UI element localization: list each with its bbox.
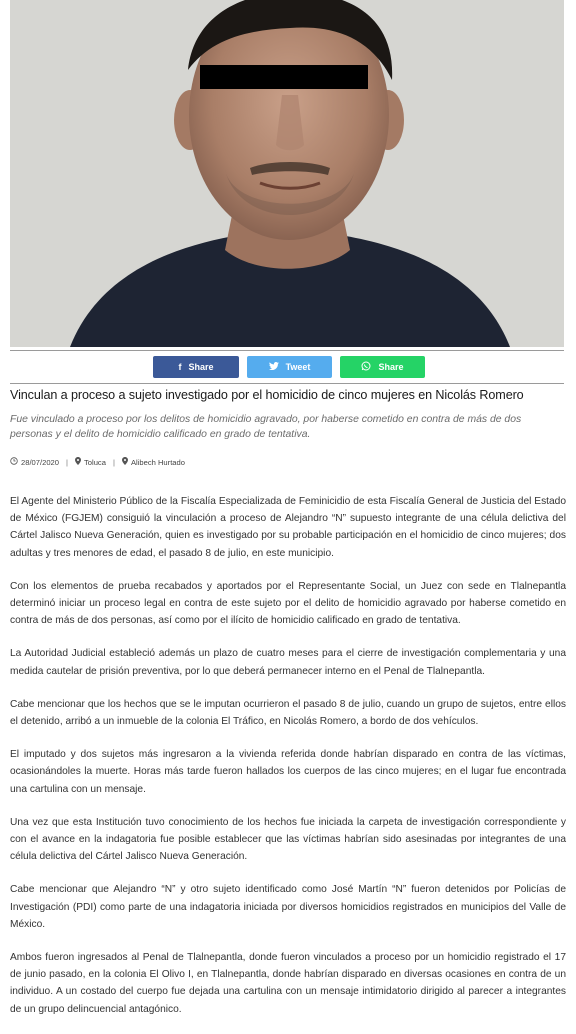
whatsapp-share-button[interactable] <box>340 356 425 378</box>
meta-date-text: 28/07/2020 <box>21 457 60 467</box>
article-paragraph: El Agente del Ministerio Público de la Fiscalía Especializada de Feminicidio de esta Fiscalía General de Justicia del Estado de México (FGJEM) consiguió la vinculación a proceso de Alejandro “N” supuesto integrante de una célula delictiva del Cártel Jalisco Nueva Generación, quien es investigado por su probable participación en el homicidio de cinco mujeres; dos adultas y tres menores de edad, el pasado 8 de julio, en este municipio. <box>10 496 566 559</box>
meta-author <box>122 457 185 467</box>
twitter-tweet-label: Tweet <box>285 362 311 372</box>
whatsapp-icon <box>361 361 371 373</box>
map-pin-icon <box>75 457 81 467</box>
censor-bar <box>200 65 368 89</box>
photo-illustration <box>10 0 564 347</box>
meta-separator: | <box>112 457 115 467</box>
article-paragraph: Una vez que esta Institución tuvo conocimiento de los hechos fue iniciada la carpeta de investigación correspondiente y con el avance en la indagatoria fue posible establecer que las víctimas habrían sido asesinadas por integrantes de una célula delictiva del Cártel Jalisco Nueva Generación. <box>10 816 566 863</box>
article-body <box>10 493 566 1034</box>
divider-bottom <box>10 383 564 384</box>
facebook-icon: f <box>178 362 182 372</box>
facebook-share-label: Share <box>188 362 214 372</box>
article-meta <box>10 457 185 467</box>
map-pin-icon <box>122 457 128 467</box>
meta-author-text: Alibech Hurtado <box>130 457 185 467</box>
article-lead: Fue vinculado a proceso por los delitos de homicidio agravado, por haberse cometido en contra de más de dos personas y el delito de homicidio calificado en grado de tentativa. <box>10 414 522 440</box>
article-title: Vinculan a proceso a sujeto investigado por el homicidio de cinco mujeres en Nicolás Romero <box>10 388 524 402</box>
article-photo <box>10 0 564 347</box>
facebook-share-button[interactable] <box>153 356 239 378</box>
meta-separator: | <box>66 457 68 467</box>
meta-location-text: Toluca <box>84 457 106 467</box>
whatsapp-share-label: Share <box>378 362 404 372</box>
divider-top <box>10 350 564 351</box>
article-paragraph: Ambos fueron ingresados al Penal de Tlalnepantla, donde fueron vinculados a proceso por un homicidio registrado el 17 de junio pasado, en la colonia El Olivo I, en Tlalnepantla, donde habrían disparado en diversas ocasiones en contra de un individuo. A un costado del cuerpo fue dejada una cartulina con un mensaje intimidatorio dirigido al parecer a integrantes de un grupo delincuencial antagónico. <box>10 952 566 1015</box>
article-paragraph: Con los elementos de prueba recabados y aportados por el Representante Social, un Juez con sede en Tlalnepantla determinó iniciar un proceso legal en contra de este sujeto por el delito de homicidio agravado por haberse cometido en contra de más de dos personas, así como por el ilícito de homicidio calificado en grado de tentativa. <box>10 580 566 627</box>
article-paragraph: La Autoridad Judicial estableció además un plazo de cuatro meses para el cierre de investigación complementaria y una medida cautelar de prisión preventiva, por lo que deberá permanecer interno en el Penal de Tlalnepantla. <box>10 648 566 677</box>
twitter-tweet-button[interactable] <box>247 356 332 378</box>
meta-location <box>75 457 106 467</box>
twitter-icon <box>269 362 279 372</box>
clock-icon <box>10 457 18 467</box>
article-paragraph: Cabe mencionar que los hechos que se le imputan ocurrieron el pasado 8 de julio, cuando un grupo de sujetos, entre ellos el detenido, arribó a un inmueble de la colonia El Tráfico, en Nicolás Romero, a bordo de dos vehículos. <box>10 698 566 728</box>
share-bar <box>153 356 425 378</box>
article-paragraph: Cabe mencionar que Alejandro “N” y otro sujeto identificado como José Martín “N” fueron detenidos por Policías de Investigación (PDI) como parte de una indagatoria iniciada por diversos homicidios registrados en municipios del Valle de México. <box>10 884 566 930</box>
meta-date <box>10 457 59 467</box>
article-paragraph: El imputado y dos sujetos más ingresaron a la vivienda referida donde habrían disparado en contra de las víctimas, ocasionándoles la muerte. Horas más tarde fueron hallados los cuerpos de las cinco mujeres; en el lugar fue encontrada una cartulina con un mensaje. <box>10 749 566 795</box>
